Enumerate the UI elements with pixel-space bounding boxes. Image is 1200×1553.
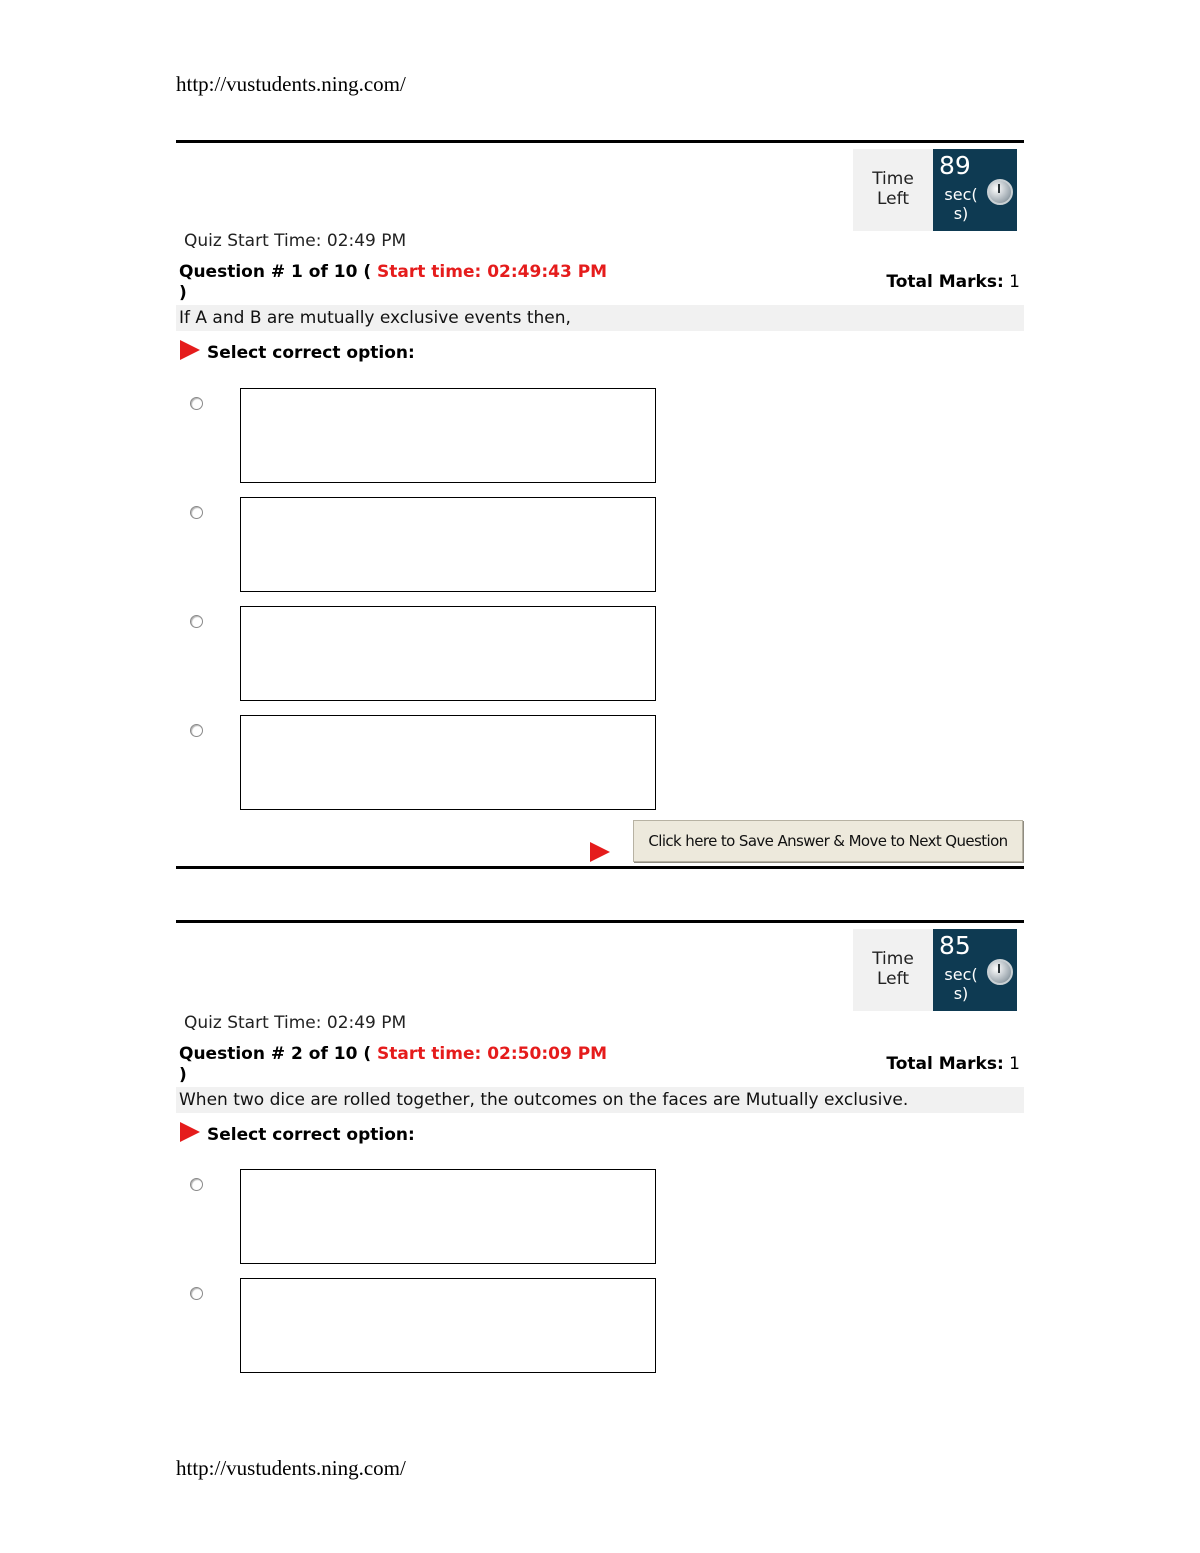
red-flag-icon [590, 842, 610, 862]
option-radio[interactable] [190, 506, 203, 519]
save-next-button[interactable]: Click here to Save Answer & Move to Next Question [633, 820, 1023, 862]
option-radio[interactable] [190, 397, 203, 410]
option-box[interactable] [240, 715, 656, 810]
select-option-heading: Select correct option: [180, 340, 415, 363]
option-box[interactable] [240, 388, 656, 483]
time-left-label: Time Left [853, 929, 933, 1011]
footer-url: http://vustudents.ning.com/ [176, 1456, 406, 1480]
option-box[interactable] [240, 606, 656, 701]
clock-icon [987, 179, 1013, 205]
option-radio[interactable] [190, 1287, 203, 1300]
timer-unit: sec( s) [944, 965, 978, 1003]
option-radio[interactable] [190, 1178, 203, 1191]
question-heading: Question # 2 of 10 ( Start time: 02:50:09 PM ) [179, 1044, 608, 1085]
question-text: When two dice are rolled together, the outcomes on the faces are Mutually exclusive. [176, 1087, 1024, 1113]
total-marks: Total Marks: 1 [886, 272, 1020, 292]
red-flag-icon [180, 340, 200, 360]
question-start-time: Start time: 02:50:09 PM [377, 1044, 608, 1064]
option-box[interactable] [240, 1169, 656, 1264]
divider-rule [176, 140, 1024, 143]
question-start-time: Start time: 02:49:43 PM [377, 262, 608, 282]
quiz-start-time: Quiz Start Time: 02:49 PM [184, 1013, 407, 1033]
question-text: If A and B are mutually exclusive events then, [176, 305, 1024, 331]
option-radio[interactable] [190, 615, 203, 628]
total-marks: Total Marks: 1 [886, 1054, 1020, 1074]
timer-seconds-value: 89 [939, 151, 971, 180]
divider-rule [176, 920, 1024, 923]
timer-display [933, 149, 1017, 231]
option-radio[interactable] [190, 724, 203, 737]
red-flag-icon [180, 1122, 200, 1142]
quiz-start-time: Quiz Start Time: 02:49 PM [184, 231, 407, 251]
question-heading: Question # 1 of 10 ( Start time: 02:49:43 PM ) [179, 262, 608, 303]
option-box[interactable] [240, 1278, 656, 1373]
divider-rule [176, 866, 1024, 869]
time-left-label: Time Left [853, 149, 933, 231]
timer-display [933, 929, 1017, 1011]
header-url: http://vustudents.ning.com/ [176, 72, 406, 96]
clock-icon [987, 959, 1013, 985]
select-option-heading: Select correct option: [180, 1122, 415, 1145]
timer-unit: sec( s) [944, 185, 978, 223]
option-box[interactable] [240, 497, 656, 592]
timer-seconds-value: 85 [939, 931, 971, 960]
